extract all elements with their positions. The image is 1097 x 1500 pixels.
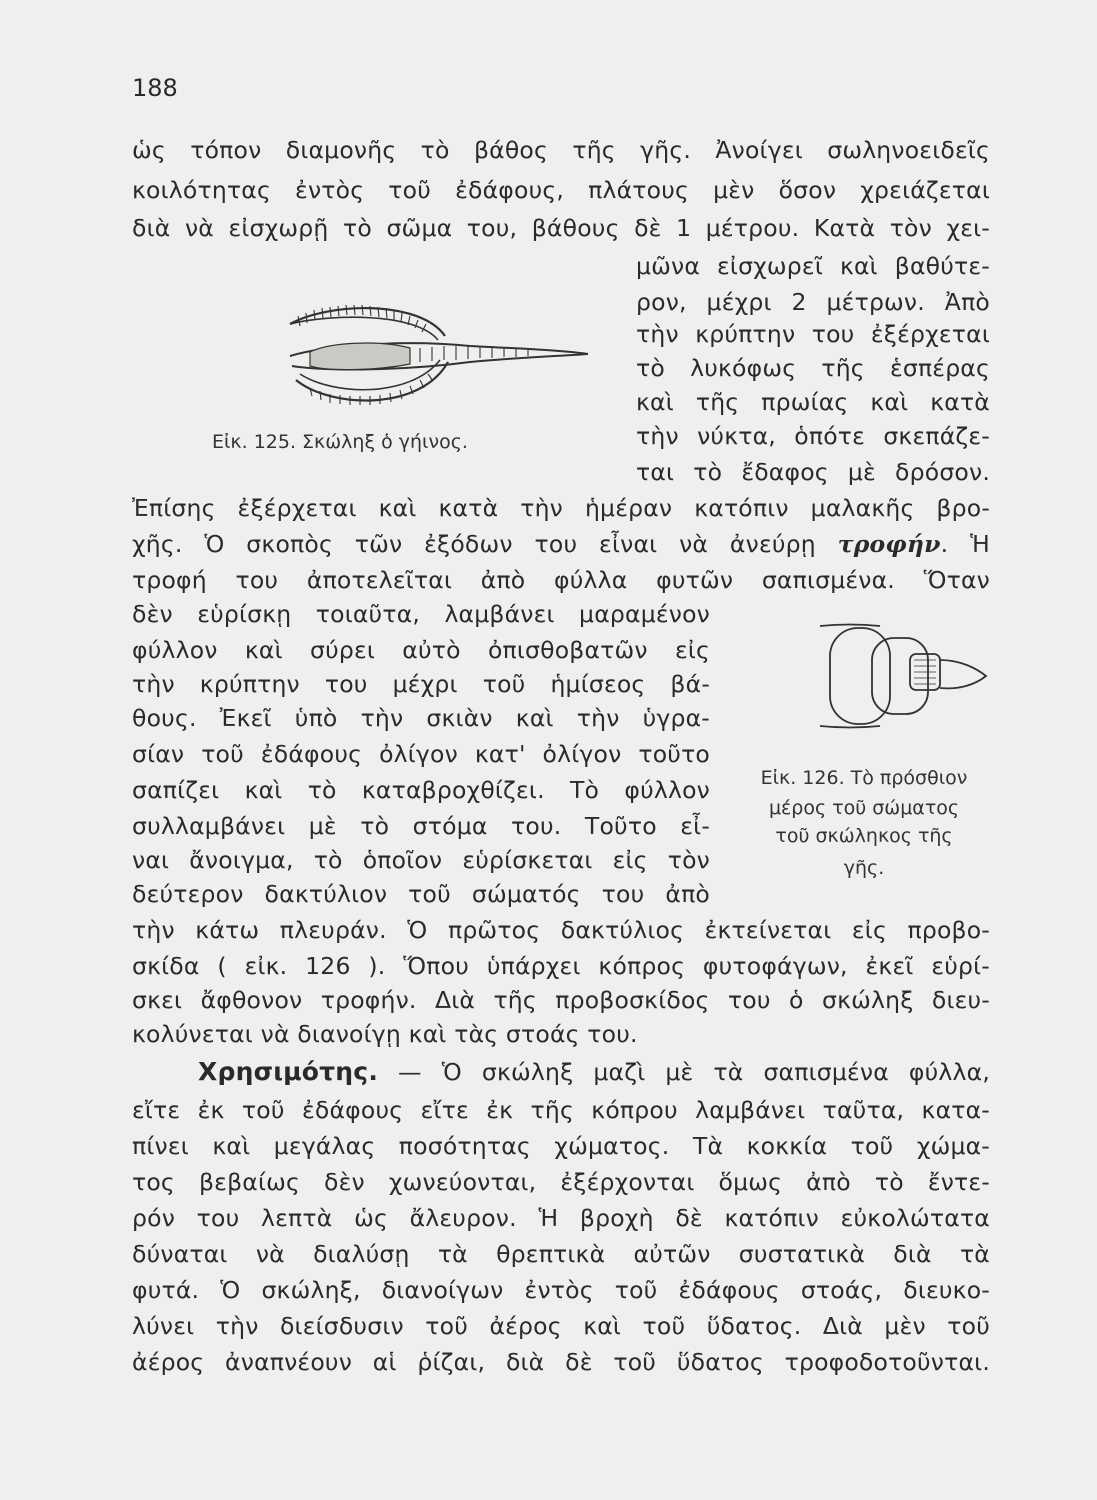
text-line: ρόν του λεπτὰ ὡς ἄλευρον. Ἡ βροχὴ δὲ κατόπιν εὐκολώτατα	[132, 1204, 990, 1232]
earthworm-figure	[270, 296, 600, 414]
figure-126-caption: γῆς.	[843, 857, 885, 879]
emphasis-word: τροφήν	[837, 530, 941, 558]
text-line: διὰ νὰ εἰσχωρῇ τὸ σῶμα του, βάθους δὲ 1 μέτρου. Κατὰ τὸν χει-	[132, 214, 990, 242]
text-line: σκίδα ( εἰκ. 126 ). Ὅπου ὑπάρχει κόπρος φυτοφάγων, ἐκεῖ εὑρί-	[132, 952, 990, 980]
text-line: δύναται νὰ διαλύσῃ τὰ θρεπτικὰ αὐτῶν συστατικὰ διὰ τὰ	[132, 1240, 990, 1268]
text-line: τὴν κρύπτην του ἐξέρχεται	[636, 320, 990, 348]
text-line: σκει ἄφθονον τροφήν. Διὰ τῆς προβοσκίδος του ὁ σκώληξ διευ-	[132, 986, 990, 1014]
text-line: κοιλότητας ἐντὸς τοῦ ἐδάφους, πλάτους μὲν ὅσον χρειάζεται	[132, 176, 990, 204]
text-line: ἀέρος ἀναπνέουν αἱ ῥίζαι, διὰ δὲ τοῦ ὕδατος τροφοδοτοῦνται.	[132, 1348, 990, 1376]
text-line: φυτά. Ὁ σκώληξ, διανοίγων ἐντὸς τοῦ ἐδάφους στοάς, διευκο-	[132, 1276, 990, 1304]
page-number: 188	[132, 74, 178, 102]
figure-126-caption: μέρος τοῦ σώματος	[768, 797, 960, 819]
text-line: συλλαμβάνει μὲ τὸ στόμα του. Τοῦτο εἶ-	[132, 812, 710, 840]
text-line: μῶνα εἰσχωρεῖ καὶ βαθύτε-	[636, 252, 990, 280]
figure-126-caption: τοῦ σκώληκος τῆς	[775, 825, 953, 847]
text-line: θους. Ἐκεῖ ὑπὸ τὴν σκιὰν καὶ τὴν ὑγρα-	[132, 704, 710, 732]
text-line: ὡς τόπον διαμονῆς τὸ βάθος τῆς γῆς. Ἀνοίγει σωληνοειδεῖς	[132, 136, 990, 164]
text-line: δὲν εὑρίσκῃ τοιαῦτα, λαμβάνει μαραμένον	[132, 600, 710, 628]
text-line: τὴν κάτω πλευράν. Ὁ πρῶτος δακτύλιος ἐκτείνεται εἰς προβο-	[132, 916, 990, 944]
figure-126-caption: Εἰκ. 126. Τὸ πρόσθιον	[760, 767, 968, 789]
text-line: εἴτε ἐκ τοῦ ἐδάφους εἴτε ἐκ τῆς κόπρου λαμβάνει ταῦτα, κατα-	[132, 1096, 990, 1124]
text-span: χῆς. Ὁ σκοπὸς τῶν ἐξόδων του εἶναι νὰ ἀνεύρῃ	[132, 530, 838, 558]
section-first-line	[132, 1056, 990, 1088]
text-line: τὸ λυκόφως τῆς ἑσπέρας	[636, 354, 990, 382]
text-span: — Ὁ σκώληξ μαζὶ μὲ τὰ σαπισμένα φύλλα,	[378, 1058, 990, 1086]
text-line	[132, 528, 990, 560]
text-line: τροφή του ἀποτελεῖται ἀπὸ φύλλα φυτῶν σαπισμένα. Ὅταν	[132, 566, 990, 594]
text-span: . Ἡ	[940, 530, 990, 558]
text-line: ται τὸ ἔδαφος μὲ δρόσον.	[636, 458, 990, 486]
worm-segments-figure	[800, 620, 990, 732]
text-line: τος βεβαίως δὲν χωνεύονται, ἐξέρχονται ὅμως ἀπὸ τὸ ἔντε-	[132, 1168, 990, 1196]
text-line: κολύνεται νὰ διανοίγῃ καὶ τὰς στοάς του.	[132, 1020, 638, 1048]
text-line: λύνει τὴν διείσδυσιν τοῦ ἀέρος καὶ τοῦ ὕδατος. Διὰ μὲν τοῦ	[132, 1312, 990, 1340]
text-line: Ἐπίσης ἐξέρχεται καὶ κατὰ τὴν ἡμέραν κατόπιν μαλακῆς βρο-	[132, 494, 990, 522]
text-line: πίνει καὶ μεγάλας ποσότητας χώματος. Τὰ κοκκία τοῦ χώμα-	[132, 1132, 990, 1160]
text-line: σαπίζει καὶ τὸ καταβροχθίζει. Τὸ φύλλον	[132, 776, 710, 804]
text-line: δεύτερον δακτύλιον τοῦ σώματός του ἀπὸ	[132, 880, 710, 908]
text-line: τὴν νύκτα, ὁπότε σκεπάζε-	[636, 422, 990, 450]
section-heading: Χρησιμότης.	[198, 1057, 379, 1086]
text-line: καὶ τῆς πρωίας καὶ κατὰ	[636, 388, 990, 416]
text-line: φύλλον καὶ σύρει αὐτὸ ὀπισθοβατῶν εἰς	[132, 636, 710, 664]
text-line: ρον, μέχρι 2 μέτρων. Ἀπὸ	[636, 288, 990, 316]
text-line: σίαν τοῦ ἐδάφους ὀλίγον κατ' ὀλίγον τοῦτο	[132, 740, 710, 768]
figure-125-caption: Εἰκ. 125. Σκώληξ ὁ γήινος.	[212, 431, 468, 453]
text-line: ναι ἄνοιγμα, τὸ ὁποῖον εὑρίσκεται εἰς τὸν	[132, 846, 710, 874]
text-line: τὴν κρύπτην του μέχρι τοῦ ἡμίσεος βά-	[132, 670, 710, 698]
